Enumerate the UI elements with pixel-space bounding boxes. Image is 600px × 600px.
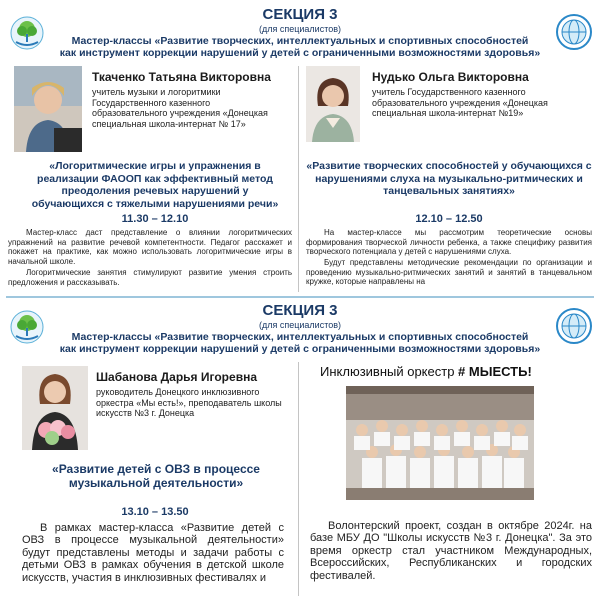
masterclass-heading-bottom-line2: как инструмент коррекции нарушений у детей с ограниченными возможностями здоровья»: [59, 343, 541, 355]
orchestra-description: Волонтерский проект, создан в октябре 2024г. на базе МБУ ДО "Школы искусств №3 г. Донецка". За это время оркестр стал участником Международных, Всероссийских, Республиканских и городских фестивалей.: [310, 520, 592, 582]
orchestra-hashtag: # МЫЕСТЬ!: [458, 364, 532, 379]
section-subtitle-bottom: (для специалистов): [258, 320, 342, 330]
column-divider-bottom: [298, 362, 299, 596]
section-title-top: СЕКЦИЯ 3: [262, 6, 338, 23]
masterclass-body-nudko: На мастер-классе мы рассмотрим теоретические основы формирования творческой личности ребенка, а также специфику развития творческого потенциала у детей с нарушениями слуха.: [306, 228, 592, 257]
speaker-name-tkachenko: Ткаченко Татьяна Викторовна: [92, 70, 271, 84]
masterclass-heading-top-line1: Мастер-классы «Развитие творческих, интеллектуальных и спортивных способностей: [71, 35, 529, 47]
masterclass-body-tkachenko: Мастер-класс даст представление о влиянии логоритмических упражнений на развитие речевой компетентности. Педагог расскажет и покажет на практике, как можно использовать логоритмические игры в начальной школе.: [8, 228, 292, 266]
speaker-name-nudko: Нудько Ольга Викторовна: [372, 70, 529, 84]
orchestra-group-photo: [346, 386, 534, 500]
masterclass-body2-nudko: Будут представлены методические рекомендации по организации и проведению музыкально-ритмических занятий и занятий в танцевальном кружке, которые направлены на: [306, 258, 592, 287]
speaker-name-shabanova: Шабанова Дарья Игоревна: [96, 370, 257, 384]
column-divider-top: [298, 66, 299, 292]
masterclass-heading-bottom-line1: Мастер-классы «Развитие творческих, интеллектуальных и спортивных способностей: [71, 331, 529, 343]
speaker-photo-shabanova: [22, 366, 88, 450]
speaker-desc-tkachenko: учитель музыки и логоритмики Государственного казенного образовательного учреждения «Донецкая специальная школа-интернат № 17»: [92, 87, 268, 129]
masterclass-time-nudko: 12.10 – 12.50: [415, 213, 483, 225]
masterclass-topic-shabanova: «Развитие детей с ОВЗ в процессе музыкальной деятельности»: [52, 462, 260, 490]
speaker-desc-shabanova: руководитель Донецкого инклюзивного оркестра «Мы есть!», преподаватель школы искусств №3 г. Донецка: [96, 387, 282, 418]
masterclass-time-shabanova: 13.10 – 13.50: [121, 506, 189, 518]
orchestra-heading: [320, 364, 580, 379]
speaker-photo-tkachenko: [14, 66, 82, 152]
section-divider: [6, 296, 594, 298]
masterclass-topic-nudko: «Развитие творческих способностей у обучающихся с нарушениями слуха на музыкально-ритмических и танцевальных занятиях»: [306, 160, 592, 197]
masterclass-time-tkachenko: 11.30 – 12.10: [121, 213, 189, 225]
speaker-desc-nudko: учитель Государственного казенного образовательного учреждения «Донецкая специальная школа-интернат №19»: [372, 87, 548, 118]
masterclass-heading-top-line2: как инструмент коррекции нарушений у детей с ограниченными возможностями здоровья»: [59, 47, 541, 59]
speaker-photo-nudko: [306, 66, 360, 142]
section-title-bottom: СЕКЦИЯ 3: [262, 302, 338, 319]
masterclass-topic-tkachenko: «Логоритмические игры и упражнения в реализации ФАООП как эффективный метод преодоления речевых нарушений у обучающихся с тяжелыми нарушениями речи»: [31, 160, 279, 210]
masterclass-body-shabanova: В рамках мастер-класса «Развитие детей с ОВЗ в процессе музыкальной деятельности» будут представлены методы и задачи работы с детьми ОВЗ в рамках обучения в детской школе искусств, участия в инклюзивных фестивалях и: [22, 522, 284, 584]
orchestra-heading-text: Инклюзивный оркестр: [320, 364, 459, 379]
masterclass-body2-tkachenko: Логоритмические занятия стимулируют развитие умения строить предложения и рассказывать.: [8, 268, 292, 287]
section-subtitle-top: (для специалистов): [258, 24, 342, 34]
